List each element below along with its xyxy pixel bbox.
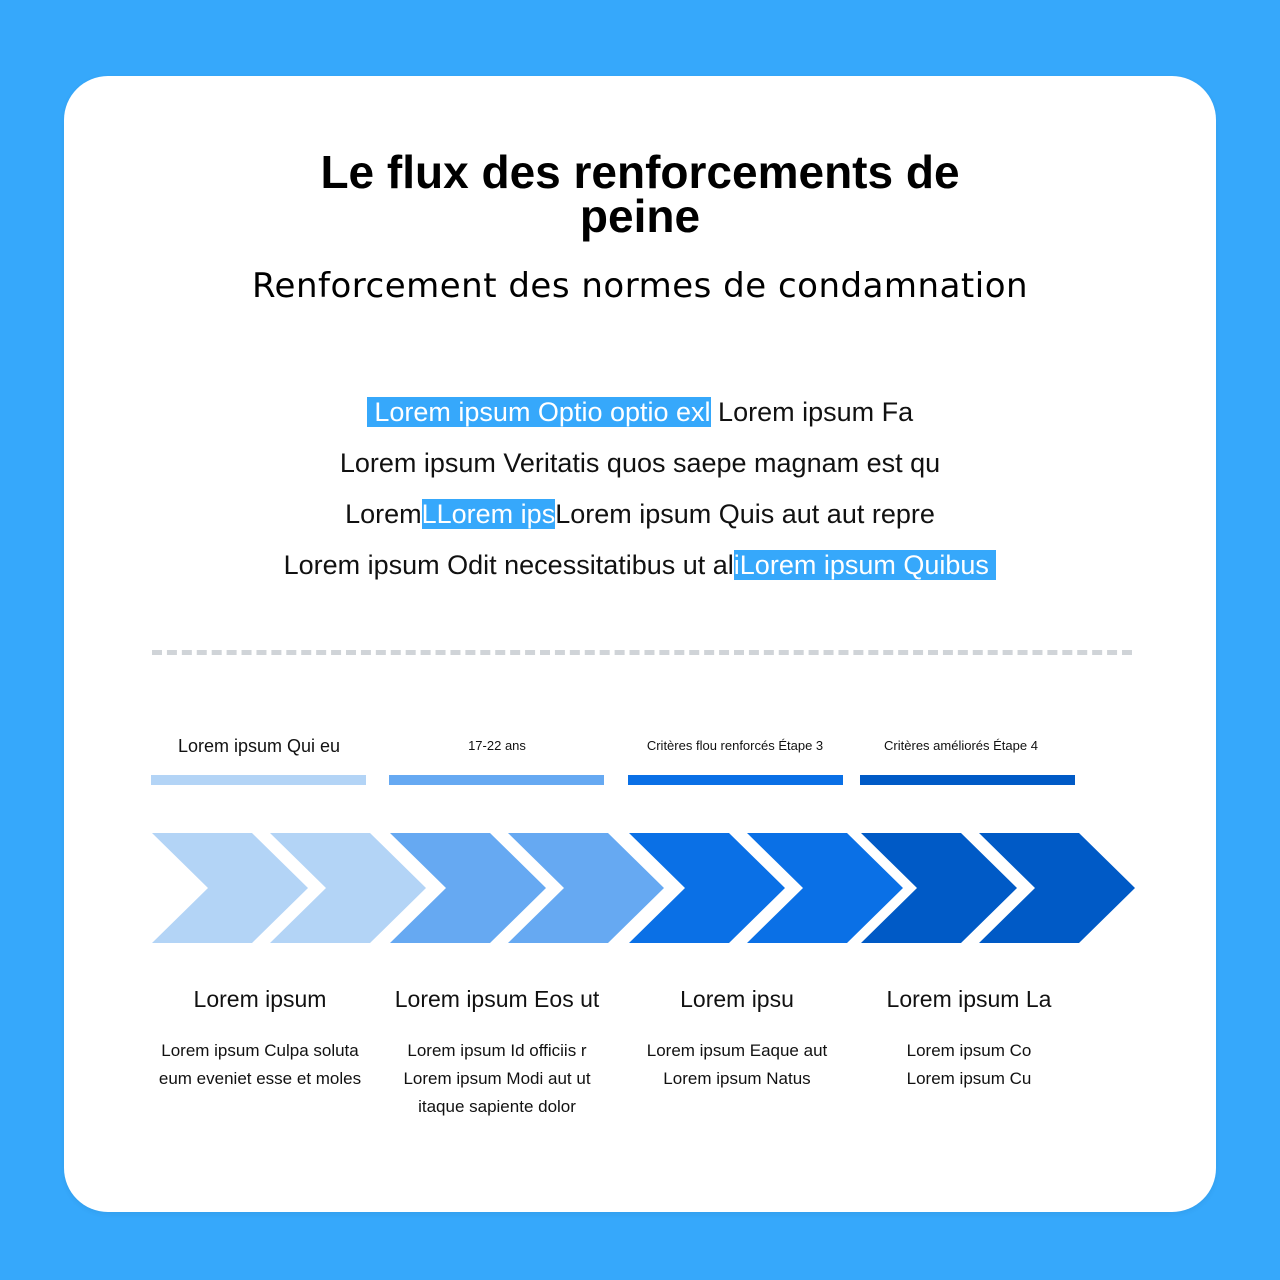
step-title-2: Lorem ipsum Eos ut xyxy=(394,986,600,1012)
highlight-text: iLorem ipsum Quibus xyxy=(733,550,997,580)
plain-text: Lorem ipsum Quis aut aut repre xyxy=(555,499,935,529)
step-desc-3 xyxy=(617,1037,857,1093)
chevron-arrow-1 xyxy=(152,833,308,943)
step-title-4: Lorem ipsum La xyxy=(886,986,1052,1012)
stage-label-3: Critères flou renforcés Étape 3 xyxy=(646,738,824,753)
desc-line: Lorem ipsum Natus xyxy=(663,1069,811,1088)
plain-text: Lorem ipsum Fa xyxy=(710,397,914,427)
desc-line: eum eveniet esse et moles xyxy=(158,1069,362,1088)
desc-line: Lorem ipsum Modi aut ut xyxy=(403,1069,591,1088)
desc-line: Lorem ipsum Cu xyxy=(906,1069,1032,1088)
highlight-text: LLorem ips xyxy=(421,499,556,529)
plain-text: Lorem ipsum Odit necessitatibus ut al xyxy=(283,550,734,580)
title-line-2: peine xyxy=(579,190,701,242)
step-desc-1 xyxy=(140,1037,380,1093)
plain-text: Lorem ipsum Veritatis quos saepe magnam est qu xyxy=(339,448,941,478)
page-subtitle: Renforcement des normes de condamnation xyxy=(251,266,1029,306)
step-desc-2 xyxy=(377,1037,617,1121)
stage-label-1: Lorem ipsum Qui eu xyxy=(177,736,341,756)
step-title-1: Lorem ipsum xyxy=(193,986,327,1012)
step-desc-4 xyxy=(849,1037,1089,1093)
stage-label-2: 17-22 ans xyxy=(468,738,526,753)
highlight-text: Lorem ipsum Optio optio exl xyxy=(366,397,711,427)
title-line-1: Le flux des renforcements de xyxy=(320,146,960,198)
plain-text: Lorem xyxy=(345,499,422,529)
desc-line: Lorem ipsum Eaque aut xyxy=(646,1041,828,1060)
desc-line: Lorem ipsum Co xyxy=(906,1041,1032,1060)
desc-line: Lorem ipsum Culpa soluta xyxy=(161,1041,359,1060)
desc-line: Lorem ipsum Id officiis r xyxy=(407,1041,587,1060)
stage-label-4: Critères améliorés Étape 4 xyxy=(884,738,1038,753)
step-title-3: Lorem ipsu xyxy=(680,986,794,1012)
desc-line: itaque sapiente dolor xyxy=(418,1097,576,1116)
